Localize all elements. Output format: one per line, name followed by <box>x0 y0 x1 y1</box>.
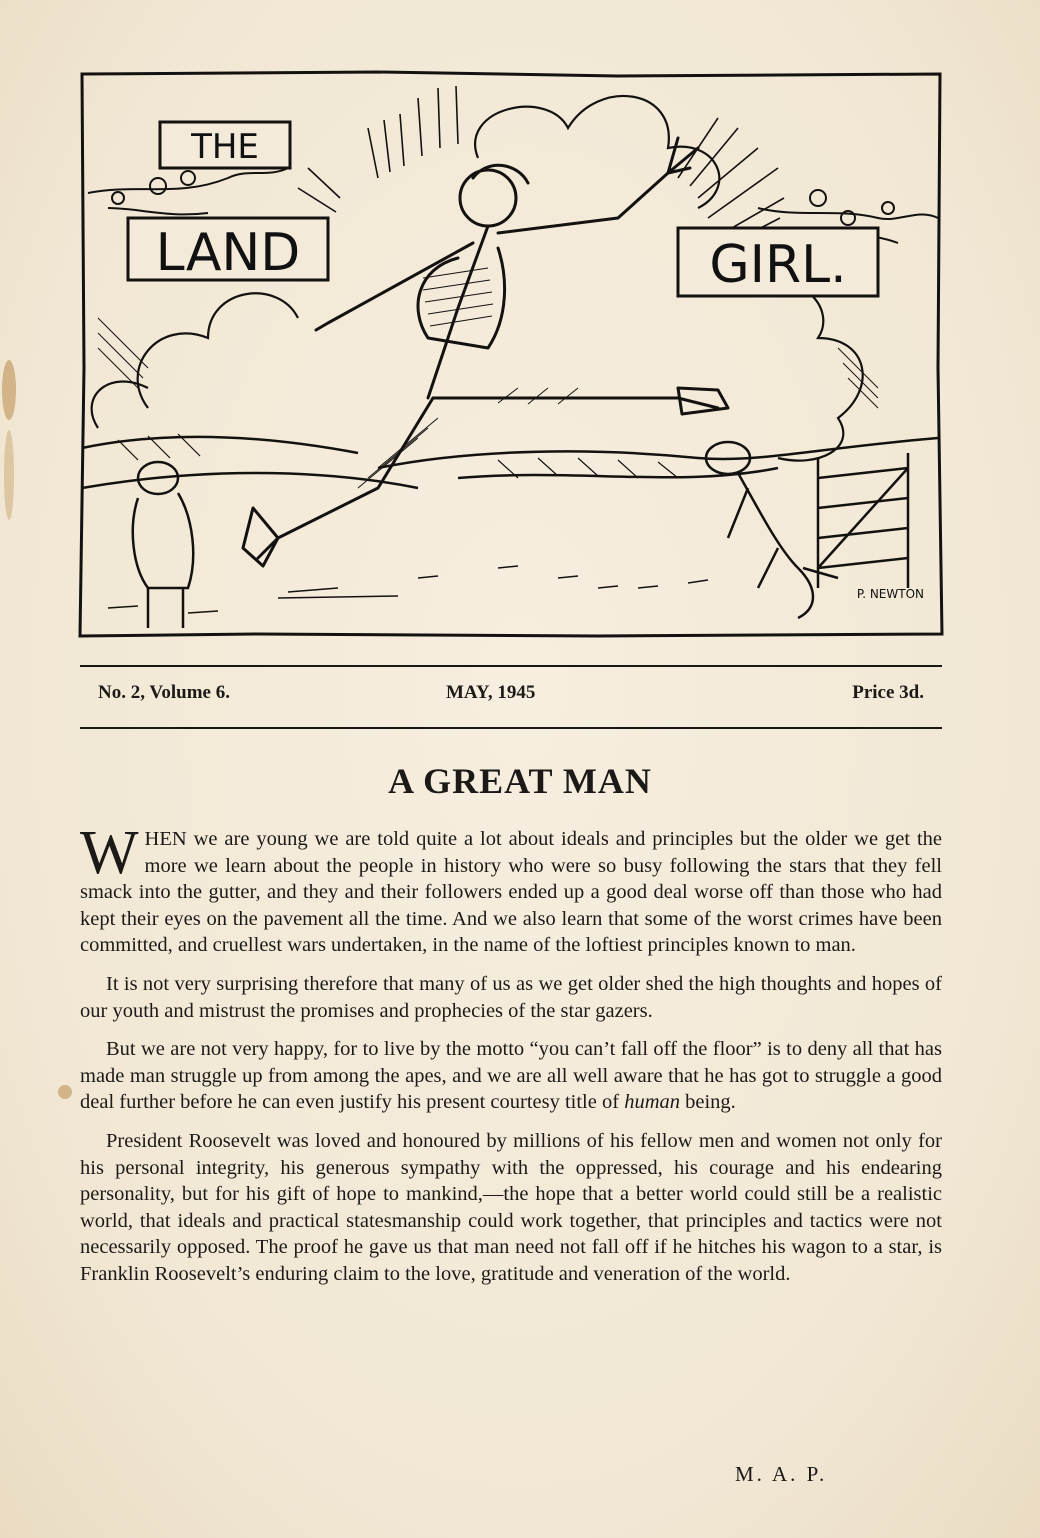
masthead-illustration <box>78 68 944 640</box>
issue-price: Price 3d. <box>852 682 924 703</box>
article-paragraph-1 <box>80 819 942 959</box>
sign-land <box>128 218 328 283</box>
hills <box>82 437 938 488</box>
sign-girl <box>678 228 878 296</box>
sign-the <box>160 122 290 168</box>
author-signature: M. A. P. <box>735 1462 828 1486</box>
paragraph-1-text: HEN we are young we are told quite a lot about ideals and principles but the older we get the more we learn about the people in history who were so busy following the stars that they fell smack into the gutter, and they and their followers ended up a good deal worse off than those who had kept their eyes on the pavement all the time. And we also learn that some of the worst crimes have been committed, and cruellest wars undertaken, in the name of the loftiest principles known to man. <box>80 828 942 957</box>
issue-line <box>98 682 924 712</box>
lamb-left <box>133 462 193 628</box>
issue-number: No. 2, Volume 6. <box>98 682 230 703</box>
top-rule <box>80 665 942 667</box>
paragraph-3-italic: human <box>624 1091 680 1114</box>
field-gate <box>818 453 908 588</box>
article-title: A GREAT MAN <box>388 761 652 801</box>
sign-text-girl: GIRL. <box>709 235 847 295</box>
article-paragraph-3 <box>80 1036 942 1116</box>
issue-date: MAY, 1945 <box>446 682 536 703</box>
cloud-shading <box>98 318 878 408</box>
artist-signature: P. NEWTON <box>856 587 924 601</box>
sign-text-land: LAND <box>155 223 301 283</box>
paragraph-3-text-a: But we are not very happy, for to live by the motto “you can’t fall off the floor” is to deny all that has made man struggle up from among the apes, and we are all well aware that he has got to struggle a good deal further before he can even justify his present courtesy title of <box>80 1038 942 1114</box>
sign-text-the: THE <box>191 127 259 167</box>
page-stain <box>58 1085 72 1099</box>
page-stain <box>2 360 16 420</box>
page-stain <box>4 430 14 520</box>
bottom-rule <box>80 727 942 729</box>
drop-cap: W <box>80 819 139 887</box>
article-paragraph-2: It is not very surprising therefore that many of us as we get older shed the high thoughts and hopes of our youth and mistrust the promises and prophecies of the star gazers. <box>80 972 942 1022</box>
sun-rays <box>298 86 784 248</box>
article-body <box>80 819 942 1300</box>
land-girl-drawing <box>78 68 944 640</box>
paragraph-3-text-b: being. <box>680 1091 736 1114</box>
article-paragraph-4: President Roosevelt was loved and honoured by millions of his fellow men and women not only for his personal integrity, his generous sympathy with the oppressed, his courage and his endearing personality, but for his gift of hope to mankind,—the hope that a better world could still be a realistic world, that ideals and practical statesmanship could work together, that principles and tactics were not necessarily opposed. The proof he gave us that man need not fall off if he hitches his wagon to a star, is Franklin Roosevelt’s enduring claim to the love, gratitude and veneration of the world. <box>80 1129 942 1285</box>
leaping-girl <box>243 138 728 566</box>
grass-tufts <box>108 566 708 613</box>
